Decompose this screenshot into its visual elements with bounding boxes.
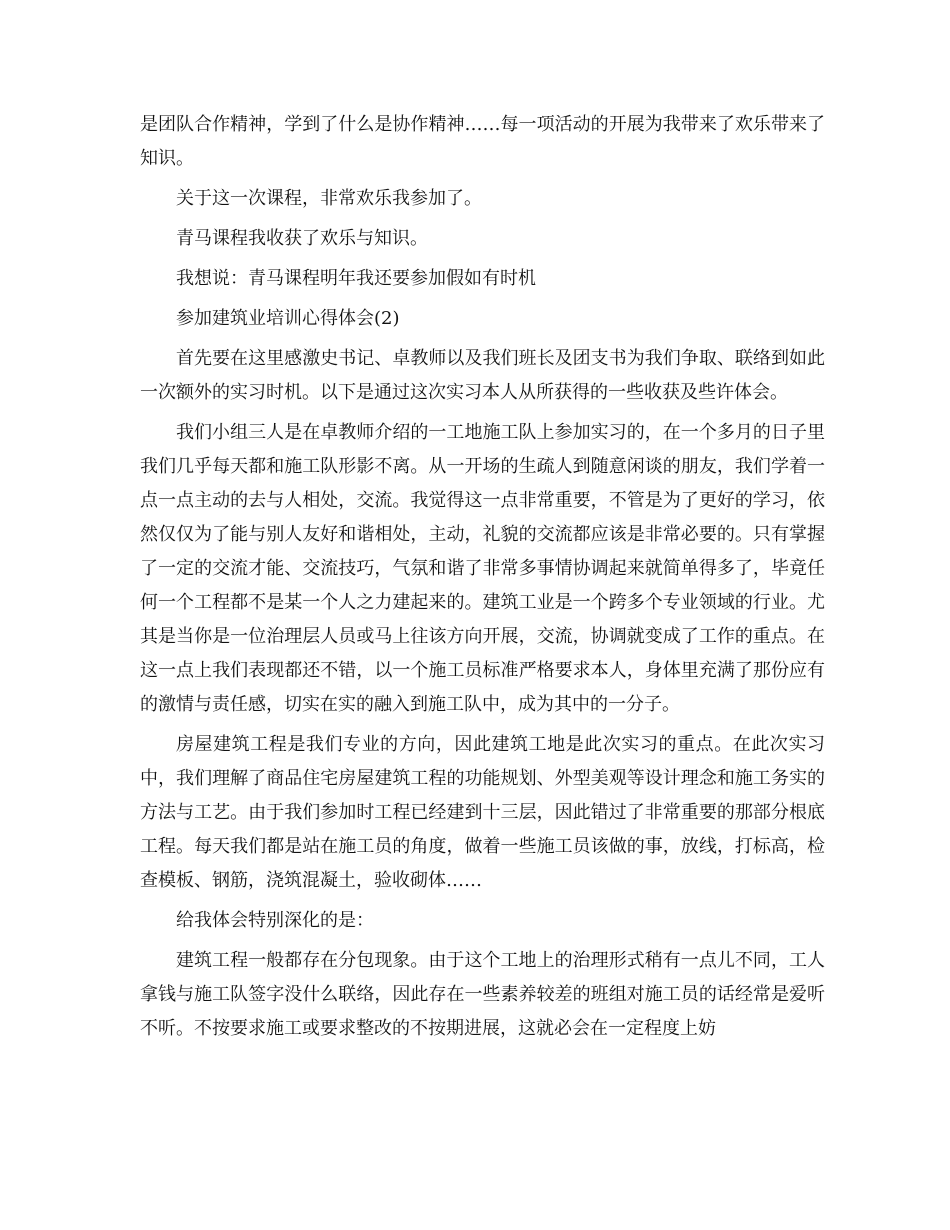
- paragraph-continuation: 是团队合作精神，学到了什么是协作精神……每一项活动的开展为我带来了欢乐带来了知识。: [140, 114, 825, 169]
- paragraph-wish: 我想说：青马课程明年我还要参加假如有时机: [176, 268, 536, 289]
- paragraph-building-project: 房屋建筑工程是我们专业的方向，因此建筑工地是此次实习的重点。在此次实习中，我们理解了商品住宅房屋建筑工程的功能规划、外型美观等设计理念和施工务实的方法与工艺。由于我们参加时工程已经建到十三层，因此错过了非常重要的那部分根底工程。每天我们都是站在施工员的角度，做着一些施工员该做的事，放线，打标高，检查模板、钢筋，浇筑混凝土，验收砌体……: [140, 734, 825, 891]
- paragraph-subcontracting: 建筑工程一般都存在分包现象。由于这个工地上的治理形式稍有一点儿不同，工人拿钱与施工队签字没什么联络，因此存在一些素养较差的班组对施工员的话经常是爱听不听。不按要求施工或要求整改的不按期进展，这就必会在一定程度上妨: [140, 950, 825, 1039]
- paragraph-deep-impression: 给我体会特别深化的是：: [176, 910, 374, 931]
- document-page: [140, 108, 825, 1046]
- paragraph-course-joy: 关于这一次课程，非常欢乐我参加了。: [176, 188, 482, 209]
- section-heading: 参加建筑业培训心得体会(2): [176, 308, 400, 329]
- paragraph-team-experience: 我们小组三人是在卓教师介绍的一工地施工队上参加实习的，在一个多月的日子里我们几乎每天都和施工队形影不离。从一开场的生疏人到随意闲谈的朋友，我们学着一点一点主动的去与人相处，交流。我觉得这一点非常重要，不管是为了更好的学习，依然仅仅为了能与别人友好和谐相处，主动，礼貌的交流都应该是非常必要的。只有掌握了一定的交流才能、交流技巧，气氛和谐了非常多事情协调起来就简单得多了，毕竟任何一个工程都不是某一个人之力建起来的。建筑工业是一个跨多个专业领域的行业。尤其是当你是一位治理层人员或马上往该方向开展，交流，协调就变成了工作的重点。在这一点上我们表现都还不错，以一个施工员标准严格要求本人，身体里充满了那份应有的激情与责任感，切实在实的融入到施工队中，成为其中的一分子。: [140, 422, 825, 715]
- paragraph-course-harvest: 青马课程我收获了欢乐与知识。: [176, 228, 428, 249]
- paragraph-thanks: 首先要在这里感激史书记、卓教师以及我们班长及团支书为我们争取、联络到如此一次额外的实习时机。以下是通过这次实习本人从所获得的一些收获及些许体会。: [140, 348, 825, 403]
